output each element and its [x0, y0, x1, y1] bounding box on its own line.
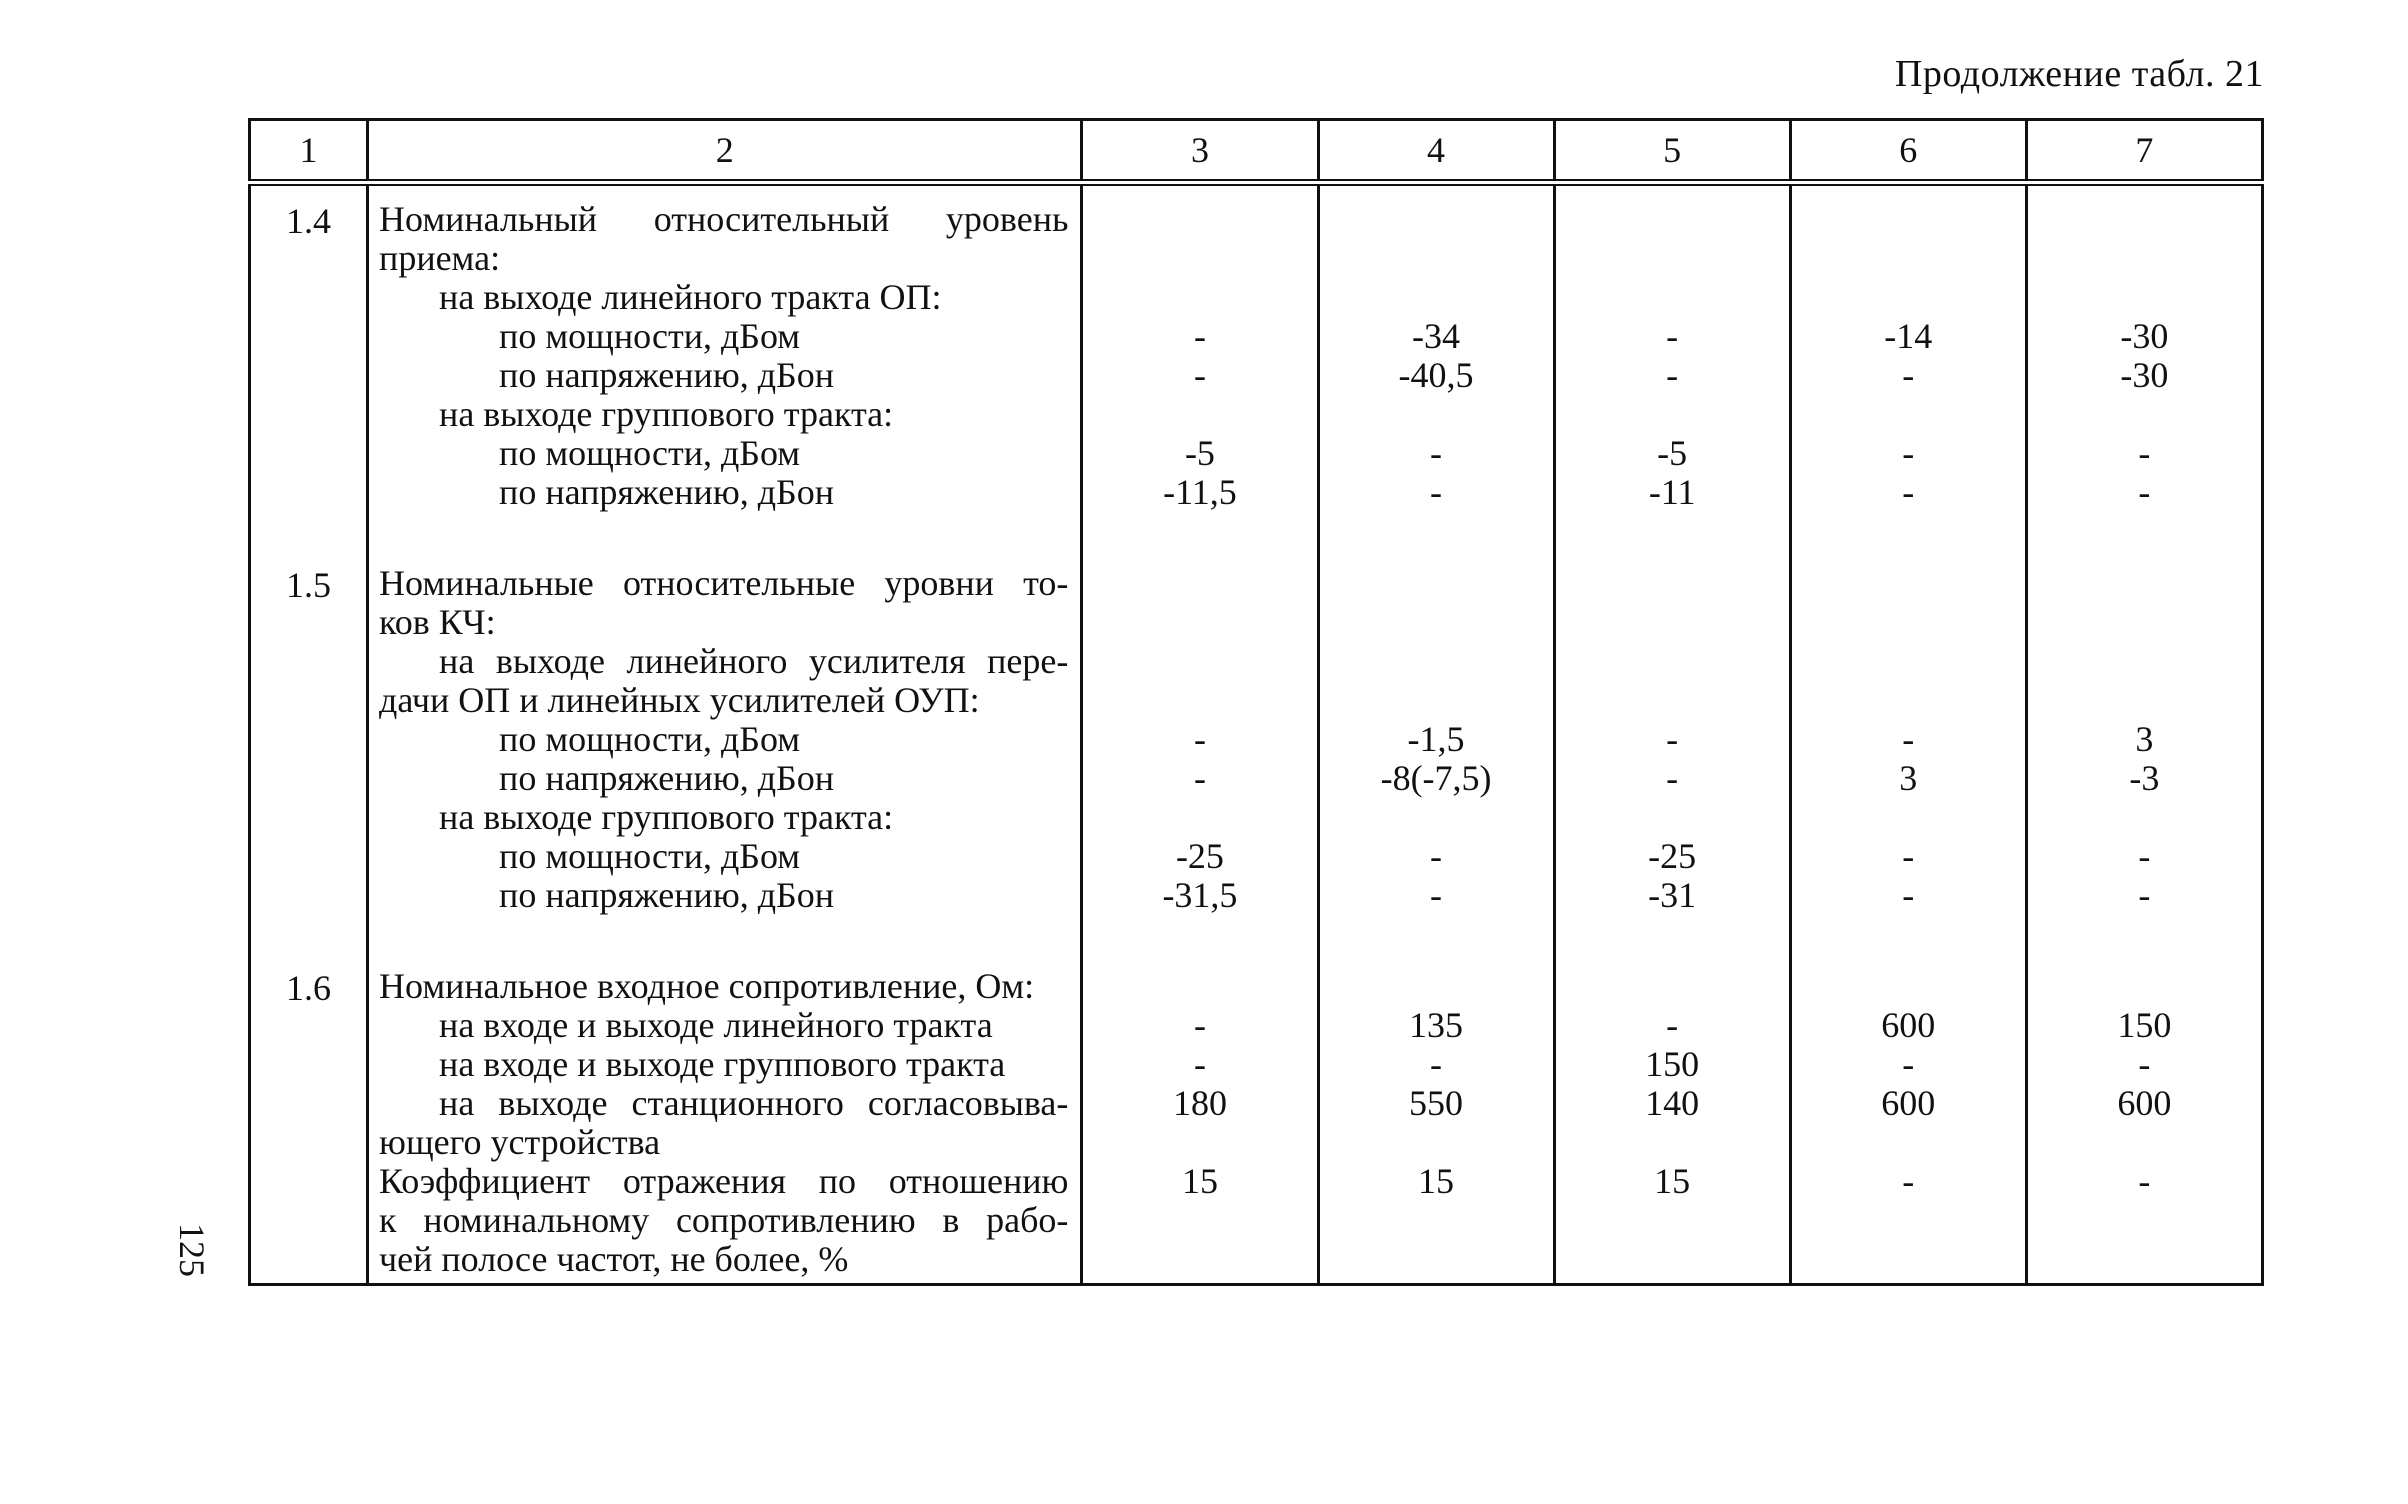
- value: -: [2138, 472, 2151, 512]
- description-line: Номинальное входное сопротивление, Ом:: [379, 966, 1035, 1006]
- value-cell-col-7: [2026, 183, 2262, 551]
- description-line: к номинальному сопротивлению в рабо-: [379, 1200, 1069, 1240]
- column-header-7: 7: [2026, 120, 2262, 183]
- value: [1556, 798, 1789, 837]
- value-cell-col-3: [1082, 953, 1318, 1285]
- description-line: дачи ОП и линейных усилителей ОУП:: [379, 680, 980, 720]
- value: -: [1902, 433, 1915, 473]
- value: [1556, 1201, 1789, 1240]
- value: [1792, 1201, 2025, 1240]
- value: -25: [1648, 836, 1697, 876]
- value: [1556, 395, 1789, 434]
- value: -: [1430, 433, 1443, 473]
- value: 3: [2135, 719, 2154, 759]
- description-line: по мощности, дБом: [499, 836, 801, 876]
- value: [2028, 798, 2261, 837]
- value: [1556, 1240, 1789, 1279]
- value: [2028, 278, 2261, 317]
- value: [1083, 967, 1316, 1006]
- value: -: [1666, 758, 1679, 798]
- value: 15: [1181, 1161, 1218, 1201]
- description-line: на выходе группового тракта:: [439, 394, 894, 434]
- description-cell: [368, 953, 1082, 1285]
- value: [2028, 1123, 2261, 1162]
- value: -25: [1175, 836, 1224, 876]
- value: -: [1193, 758, 1206, 798]
- value: -: [1902, 836, 1915, 876]
- value: -: [1902, 1161, 1915, 1201]
- value: [1320, 681, 1553, 720]
- column-header-4: 4: [1318, 120, 1554, 183]
- value-cell-col-5: [1554, 183, 1790, 551]
- value: [2028, 967, 2261, 1006]
- description-line: на выходе линейного тракта ОП:: [439, 277, 942, 317]
- value: -34: [1412, 316, 1461, 356]
- parameters-table: [248, 118, 2264, 1286]
- value: [1792, 1123, 2025, 1162]
- value: [1556, 1123, 1789, 1162]
- value: -30: [2120, 316, 2169, 356]
- value: [1083, 278, 1316, 317]
- value-cell-col-6: [1790, 550, 2026, 953]
- table-header-row: [250, 120, 2263, 183]
- value: 150: [2117, 1005, 2172, 1045]
- value: [2028, 642, 2261, 681]
- column-header-1: 1: [250, 120, 368, 183]
- value: -: [1666, 1005, 1679, 1045]
- value-cell-col-4: [1318, 550, 1554, 953]
- description-line: по мощности, дБом: [499, 719, 801, 759]
- description-line: по напряжению, дБон: [499, 472, 834, 512]
- value: -: [1902, 472, 1915, 512]
- value: -1,5: [1407, 719, 1465, 759]
- value: -: [2138, 433, 2151, 473]
- value: -11,5: [1163, 472, 1237, 512]
- row-number: 1.6: [286, 968, 332, 1008]
- row-number-cell: [250, 550, 368, 953]
- value: [1320, 278, 1553, 317]
- description-line: на входе и выходе линейного тракта: [439, 1005, 993, 1045]
- value: -: [1430, 472, 1443, 512]
- value-cell-col-5: [1554, 550, 1790, 953]
- value: [2028, 1240, 2261, 1279]
- value-cell-col-4: [1318, 183, 1554, 551]
- value: -: [1193, 1044, 1206, 1084]
- value: [1083, 642, 1316, 681]
- value: [1556, 564, 1789, 603]
- description-line: ков КЧ:: [379, 602, 496, 642]
- value: [1792, 564, 2025, 603]
- value: [2028, 200, 2261, 239]
- table-row: [250, 550, 2263, 953]
- value: -: [1902, 1044, 1915, 1084]
- value: -3: [2129, 758, 2160, 798]
- value: [1556, 681, 1789, 720]
- value: [1792, 681, 2025, 720]
- value: [1320, 395, 1553, 434]
- description-line: по напряжению, дБон: [499, 355, 834, 395]
- value: [1320, 642, 1553, 681]
- value: [2028, 239, 2261, 278]
- value: -5: [1184, 433, 1215, 473]
- value: [2028, 395, 2261, 434]
- value-cell-col-7: [2026, 550, 2262, 953]
- value: -: [1193, 1005, 1206, 1045]
- page-number: 125: [172, 1223, 212, 1277]
- description-line: Коэффициент отражения по отношению: [379, 1161, 1069, 1201]
- description-line: Номинальный относительный уровень: [379, 199, 1069, 239]
- description-line: чей полосе частот, не более, %: [379, 1239, 849, 1279]
- column-header-2: 2: [368, 120, 1082, 183]
- value: [1556, 239, 1789, 278]
- value: [1320, 798, 1553, 837]
- value-cell-col-6: [1790, 183, 2026, 551]
- value: [2028, 603, 2261, 642]
- description-line: по мощности, дБом: [499, 433, 801, 473]
- row-number: 1.5: [286, 565, 332, 605]
- table-caption: Продолжение табл. 21: [1894, 53, 2264, 95]
- value: [1083, 200, 1316, 239]
- value: [1556, 642, 1789, 681]
- row-number-cell: [250, 953, 368, 1285]
- value: 150: [1645, 1044, 1700, 1084]
- description-line: Номинальные относительные уровни то-: [379, 563, 1069, 603]
- table-body: [250, 183, 2263, 1285]
- description-line: по мощности, дБом: [499, 316, 801, 356]
- value-cell-col-7: [2026, 953, 2262, 1285]
- value: 15: [1418, 1161, 1455, 1201]
- value: 600: [2117, 1083, 2172, 1123]
- value: -30: [2120, 355, 2169, 395]
- description-cell: [368, 183, 1082, 551]
- value: [1320, 239, 1553, 278]
- value: [1556, 278, 1789, 317]
- value: -: [1430, 836, 1443, 876]
- value: [1083, 681, 1316, 720]
- value-cell-col-5: [1554, 953, 1790, 1285]
- value: -31: [1648, 875, 1697, 915]
- description-line: на выходе линейного усилителя пере-: [439, 641, 1069, 681]
- value: [1083, 564, 1316, 603]
- description-line: ющего устройства: [379, 1122, 661, 1162]
- value-cell-col-4: [1318, 953, 1554, 1285]
- value-cell-col-3: [1082, 183, 1318, 551]
- value: [1320, 1123, 1553, 1162]
- value-cell-col-6: [1790, 953, 2026, 1285]
- value: [1792, 1240, 2025, 1279]
- description-line: приема:: [379, 238, 501, 278]
- table-row: [250, 183, 2263, 551]
- value: [1320, 200, 1553, 239]
- value: [1792, 642, 2025, 681]
- column-header-3: 3: [1082, 120, 1318, 183]
- value: [1320, 967, 1553, 1006]
- value: [1792, 967, 2025, 1006]
- value: [1083, 1240, 1316, 1279]
- value: [1792, 603, 2025, 642]
- value: -: [1430, 1044, 1443, 1084]
- description-line: на выходе станционного согласовыва-: [439, 1083, 1069, 1123]
- value: [2028, 1201, 2261, 1240]
- value: [1792, 395, 2025, 434]
- row-number-cell: [250, 183, 368, 551]
- value: -: [1902, 355, 1915, 395]
- description-cell: [368, 550, 1082, 953]
- description-line: по напряжению, дБон: [499, 875, 834, 915]
- value: -: [1193, 355, 1206, 395]
- value: [1320, 1240, 1553, 1279]
- value: 600: [1881, 1083, 1936, 1123]
- value: [1083, 1201, 1316, 1240]
- description-line: по напряжению, дБон: [499, 758, 834, 798]
- value: [1556, 200, 1789, 239]
- value: [1556, 967, 1789, 1006]
- row-number: 1.4: [286, 201, 332, 241]
- column-header-6: 6: [1790, 120, 2026, 183]
- value: [1083, 1123, 1316, 1162]
- value: -: [1430, 875, 1443, 915]
- value: [2028, 681, 2261, 720]
- value: [1083, 239, 1316, 278]
- value: -: [2138, 1161, 2151, 1201]
- value: [1083, 798, 1316, 837]
- value: -40,5: [1398, 355, 1474, 395]
- value: 15: [1654, 1161, 1691, 1201]
- value: [1320, 1201, 1553, 1240]
- value: [1792, 278, 2025, 317]
- value: -5: [1657, 433, 1688, 473]
- value: -: [1902, 719, 1915, 759]
- value: 140: [1645, 1083, 1700, 1123]
- description-line: на выходе группового тракта:: [439, 797, 894, 837]
- description-line: на входе и выходе группового тракта: [439, 1044, 1006, 1084]
- column-header-5: 5: [1554, 120, 1790, 183]
- value: [1792, 239, 2025, 278]
- value-cell-col-3: [1082, 550, 1318, 953]
- value: [1792, 798, 2025, 837]
- value: -14: [1884, 316, 1933, 356]
- value: -: [1902, 875, 1915, 915]
- value: [1083, 603, 1316, 642]
- value: -31,5: [1162, 875, 1238, 915]
- value: [1320, 564, 1553, 603]
- value: -: [1666, 719, 1679, 759]
- value: 180: [1172, 1083, 1227, 1123]
- value: -8(-7,5): [1380, 758, 1492, 798]
- value: 135: [1409, 1005, 1464, 1045]
- value: -11: [1648, 472, 1696, 512]
- value: -: [1666, 355, 1679, 395]
- value: [1556, 603, 1789, 642]
- value: 600: [1881, 1005, 1936, 1045]
- value: 3: [1899, 758, 1918, 798]
- value: [2028, 564, 2261, 603]
- value: -: [1666, 316, 1679, 356]
- value: 550: [1409, 1083, 1464, 1123]
- value: -: [1193, 719, 1206, 759]
- value: -: [2138, 1044, 2151, 1084]
- value: -: [1193, 316, 1206, 356]
- value: [1792, 200, 2025, 239]
- value: -: [2138, 875, 2151, 915]
- table-row: [250, 953, 2263, 1285]
- value: [1320, 603, 1553, 642]
- value: [1083, 395, 1316, 434]
- value: -: [2138, 836, 2151, 876]
